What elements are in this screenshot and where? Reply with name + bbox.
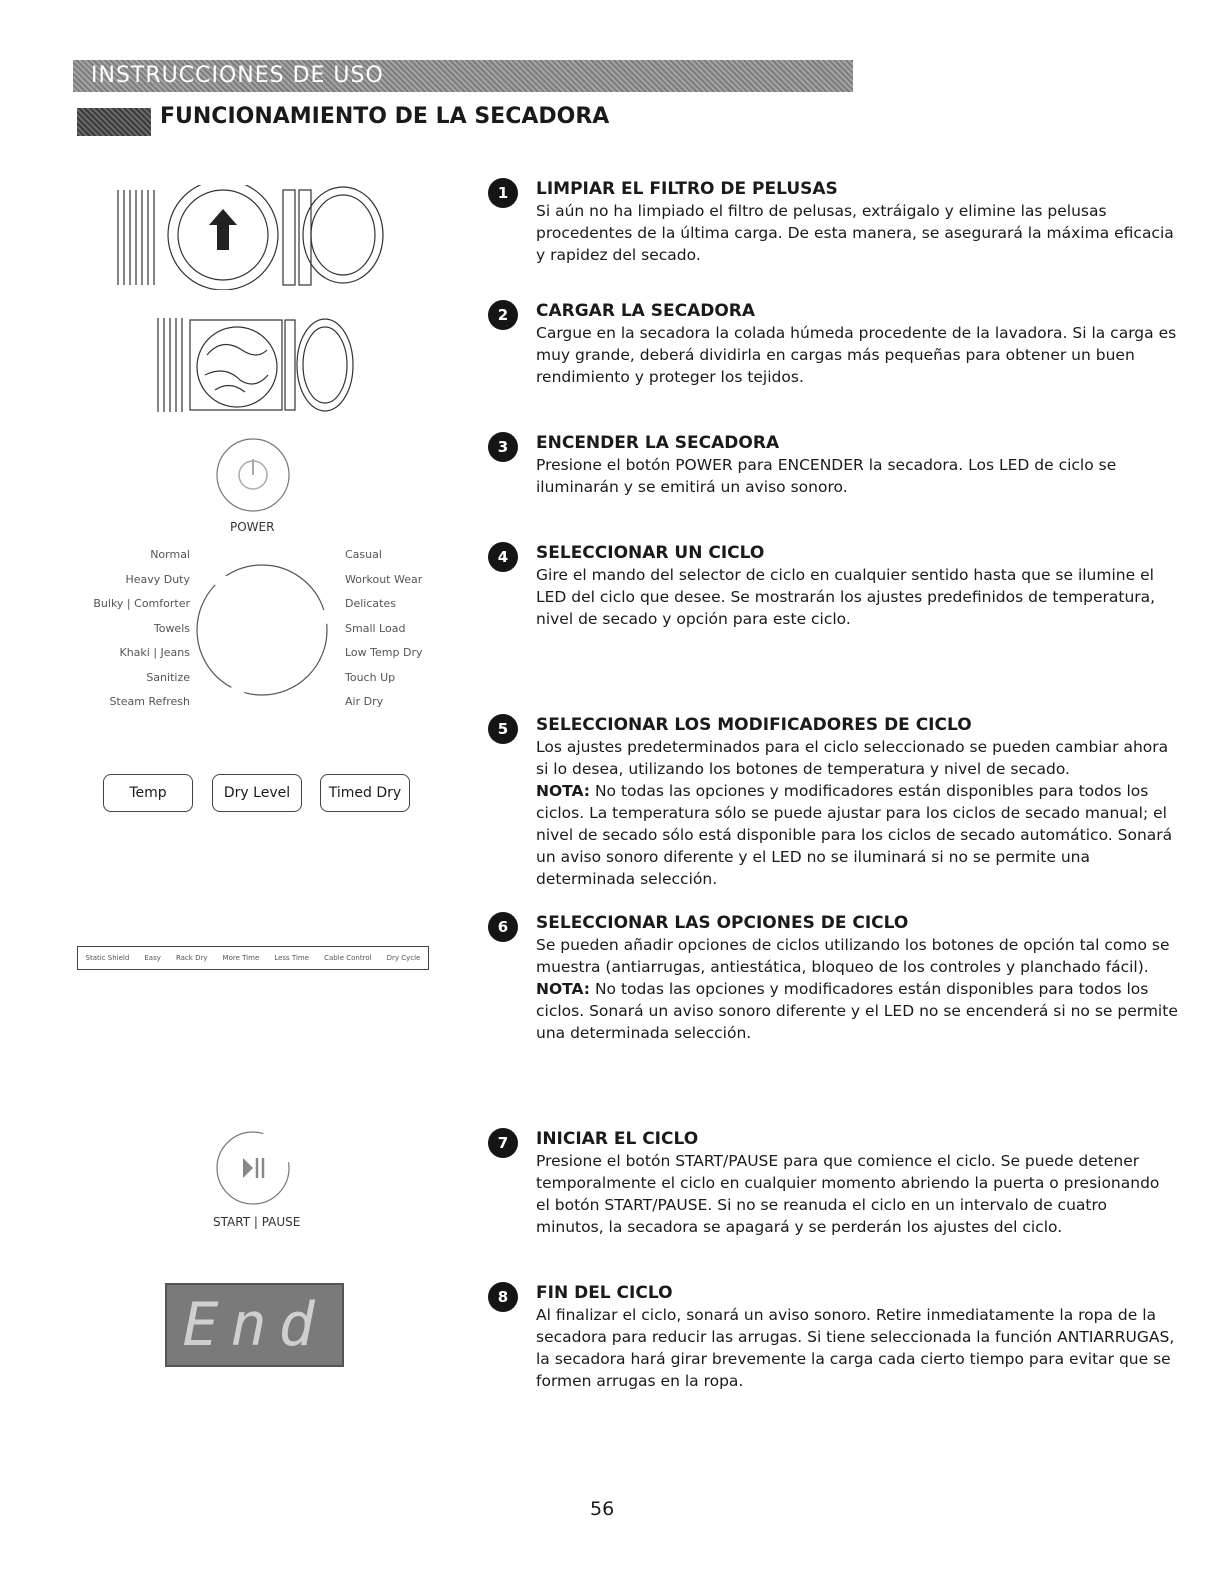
temp-button: Temp (103, 774, 193, 812)
dryer-load-illustration (155, 315, 355, 415)
step-body: Los ajustes predeterminados para el ciclo seleccionado se pueden cambiar ahora si lo desea, utilizando los botones de temperatura y nivel de secado. (536, 738, 1169, 778)
step-title: LIMPIAR EL FILTRO DE PELUSAS (536, 179, 838, 199)
cycle-label: Normal (150, 548, 190, 561)
cycle-label: Khaki | Jeans (119, 646, 190, 659)
cycle-label: Sanitize (146, 670, 190, 684)
cycle-label: Bulky | Comforter (93, 597, 190, 610)
cycle-list-left (90, 543, 190, 715)
page-number: 56 (590, 1498, 615, 1520)
note-text: No todas las opciones y modificadores están disponibles para todos los ciclos. Sonará un aviso sonoro diferente y el LED no se encenderá si no se permite una determinada selección. (536, 980, 1178, 1042)
step-8 (488, 1282, 1178, 1392)
step-title: INICIAR EL CICLO (536, 1129, 699, 1149)
dryer-filter-illustration (113, 185, 393, 290)
cycle-label: Heavy Duty (125, 572, 190, 586)
cycle-label: Casual (345, 548, 382, 561)
options-strip (77, 946, 429, 970)
option-label: Dry Cycle (386, 954, 421, 962)
cycle-list-right (345, 543, 455, 715)
cycle-label: Steam Refresh (109, 695, 190, 708)
option-label: Rack Dry (175, 954, 208, 962)
step-body: Si aún no ha limpiado el filtro de pelusas, extráigalo y elimine las pelusas procedentes de la última carga. De esta manera, se asegurará la máxima eficacia y rapidez del secado. (536, 202, 1174, 264)
cycle-label: Small Load (345, 621, 406, 635)
option-label: Cable Control (324, 954, 372, 962)
title-marker (77, 108, 151, 136)
step-6 (488, 912, 1178, 1044)
step-1 (488, 178, 1178, 266)
step-body: Cargue en la secadora la colada húmeda procedente de la lavadora. Si la carga es muy grande, deberá dividirla en cargas más pequeñas para obtener un buen rendimiento y proteger los tejidos. (536, 324, 1177, 386)
option-label: More Time (222, 954, 260, 962)
cycle-label: Low Temp Dry (345, 646, 423, 659)
step-body: Se pueden añadir opciones de ciclos utilizando los botones de opción tal como se muestra (antiarrugas, antiestática, bloqueo de los controles y planchado fácil). (536, 936, 1170, 976)
cycle-selector-dial (192, 560, 332, 700)
cycle-label: Touch Up (345, 670, 396, 684)
step-4 (488, 542, 1178, 630)
section-title: INSTRUCCIONES DE USO (91, 63, 384, 88)
note-text: No todas las opciones y modificadores están disponibles para todos los ciclos. La temperatura sólo se puede ajustar para los ciclos de secado manual; el nivel de secado sólo está disponible para los ciclos de secado automático. Sonará un aviso sonoro diferente y el LED no se iluminará si no se permite una determinada selección. (536, 782, 1173, 888)
step-number: 4 (488, 542, 518, 572)
step-title: CARGAR LA SECADORA (536, 301, 756, 321)
dry-level-button: Dry Level (212, 774, 302, 812)
step-number: 2 (488, 300, 518, 330)
step-body: Gire el mando del selector de ciclo en cualquier sentido hasta que se ilumine el LED del ciclo que desee. Se mostrarán los ajustes predefinidos de temperatura, nivel de secado y opción para este ciclo. (536, 566, 1156, 628)
cycle-label: Towels (153, 621, 190, 635)
cycle-label: Workout Wear (345, 572, 423, 586)
step-number: 8 (488, 1282, 518, 1312)
step-body: Al finalizar el ciclo, sonará un aviso sonoro. Retire inmediatamente la ropa de la secadora para reducir las arrugas. Si tiene seleccionada la función ANTIARRUGAS, la secadora hará girar brevemente la carga cada cierto tiempo para evitar que se formen arrugas en la ropa. (536, 1306, 1175, 1390)
section-banner (73, 60, 853, 92)
start-pause-icon (213, 1128, 293, 1208)
start-pause-label: START | PAUSE (213, 1215, 301, 1229)
step-title: FIN DEL CICLO (536, 1283, 673, 1303)
cycle-label: Air Dry (345, 695, 384, 708)
step-number: 6 (488, 912, 518, 942)
step-body: Presione el botón START/PAUSE para que comience el ciclo. Se puede detener temporalmente el ciclo en cualquier momento abriendo la puerta o presionando el botón START/PAUSE. Si no se reanuda el ciclo en un intervalo de cuatro minutos, la secadora se apagará y se perderán los ajustes del ciclo. (536, 1152, 1160, 1236)
step-number: 3 (488, 432, 518, 462)
step-number: 7 (488, 1128, 518, 1158)
step-5 (488, 714, 1178, 890)
power-label: POWER (230, 520, 275, 534)
step-3 (488, 432, 1178, 498)
timed-dry-button: Timed Dry (320, 774, 410, 812)
step-title: SELECCIONAR LOS MODIFICADORES DE CICLO (536, 715, 972, 735)
cycle-label: Delicates (345, 597, 396, 610)
step-2 (488, 300, 1178, 388)
page-title: FUNCIONAMIENTO DE LA SECADORA (160, 104, 610, 129)
step-title: SELECCIONAR LAS OPCIONES DE CICLO (536, 913, 909, 933)
step-number: 5 (488, 714, 518, 744)
step-number: 1 (488, 178, 518, 208)
note-label: NOTA: (536, 782, 591, 800)
step-title: SELECCIONAR UN CICLO (536, 543, 765, 563)
step-7 (488, 1128, 1178, 1238)
option-label: Easy (144, 954, 161, 962)
display-panel (165, 1283, 344, 1367)
option-label: Static Shield (85, 954, 130, 962)
power-icon (213, 435, 293, 515)
note-label: NOTA: (536, 980, 591, 998)
option-label: Less Time (274, 954, 310, 962)
step-title: ENCENDER LA SECADORA (536, 433, 780, 453)
display-text: End (182, 1290, 327, 1360)
step-body: Presione el botón POWER para ENCENDER la secadora. Los LED de ciclo se iluminarán y se emitirá un aviso sonoro. (536, 456, 1117, 496)
